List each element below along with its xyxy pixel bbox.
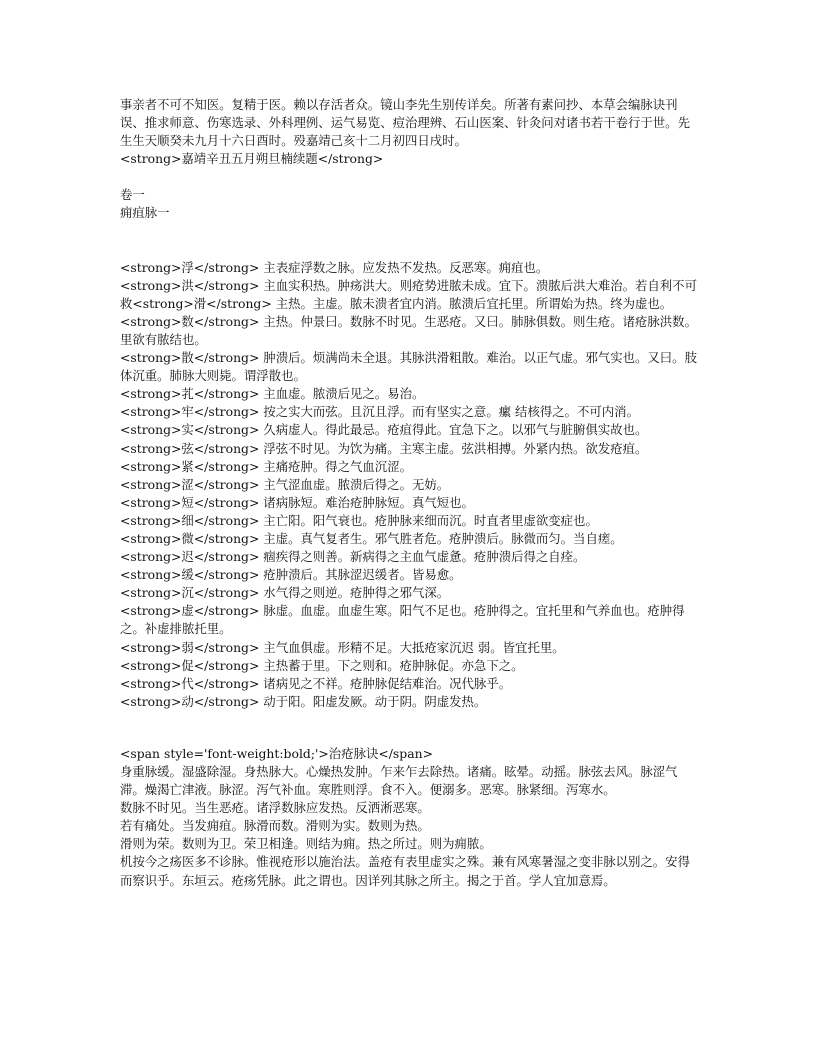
pulse-entry-ruo: <strong>弱</strong> 主气血俱虚。形精不足。大抵疮家沉迟 弱。皆宜托里。: [120, 639, 565, 655]
pulse-entry-kou: <strong>芤</strong> 主血虚。脓溃后见之。易治。: [120, 386, 425, 402]
verse-line: 机按今之疡医多不诊脉。惟视疮形以施治法。盖疮有表里虚实之殊。兼有风寒暑湿之变非脉以别之。安得而察识乎。东垣云。疮疡凭脉。此之谓也。因详列其脉之所主。揭之于首。学人宜加意焉。: [120, 854, 690, 888]
pulse-entry-san: <strong>散</strong> 肿溃后。烦满尚未全退。其脉洪滑粗散。难治。以正气虚。邪气实也。又曰。肢体沉重。肺脉大则毙。谓浮散也。: [120, 350, 697, 384]
pulse-entry-huan: <strong>缓</strong> 疮肿溃后。其脉涩迟缓者。皆易愈。: [120, 567, 462, 583]
pulse-list: [120, 259, 700, 711]
pulse-entry-dong: <strong>动</strong> 动于阳。阳虚发厥。动于阴。阴虚发热。: [120, 693, 487, 709]
preface-paragraph: 事亲者不可不知医。复精于医。赖以存活者众。镜山李先生别传详矣。所著有素问抄、本草会编脉诀刊误、推求师意、伤寒选录、外科理例、运气易览、痘治理辨、石山医案、针灸问对诸书若干卷行于世。先生生天顺癸未九月十六日酉时。殁嘉靖己亥十二月初四日戌时。: [120, 97, 690, 149]
verse-line: 若有痛处。当发痈疽。脉滑而数。滑则为实。数则为热。: [120, 818, 430, 834]
section-title: 痈疽脉一: [120, 205, 170, 221]
pulse-entry-dai: <strong>代</strong> 诸病见之不祥。疮肿脉促结难治。况代脉乎。: [120, 675, 512, 691]
preface-signature: <strong>嘉靖辛丑五月朔旦楠续题</strong>: [120, 151, 384, 167]
verse-line: 数脉不时见。当生恶疮。诸浮数脉应发热。反洒淅恶寒。: [120, 800, 430, 816]
spacer: [120, 168, 700, 186]
pulse-entry-chen: <strong>沉</strong> 水气得之则逆。疮肿得之邪气深。: [120, 585, 450, 601]
pulse-entry-hong: <strong>洪</strong> 主血实积热。肿疡洪大。则疮势进脓未成。宜下。溃脓后洪大难治。若自利不可救<strong>滑</strong> 主热。主虚。脓未溃者宜内消。脓溃后宜托里。所谓始为热。终为虚也。: [120, 277, 697, 311]
pulse-entry-shuo: <strong>数</strong> 主热。仲景曰。数脉不时见。生恶疮。又曰。肺脉俱数。则生疮。诸疮脉洪数。里欲有脓结也。: [120, 313, 697, 347]
pulse-entry-xu: <strong>虚</strong> 脉虚。血虚。血虚生寒。阳气不足也。疮肿得之。宜托里和气养血也。疮肿得之。补虚排脓托里。: [120, 603, 685, 637]
pulse-entry-fu: <strong>浮</strong> 主表症浮数之脉。应发热不发热。反恶寒。痈疽也。: [120, 259, 549, 275]
pulse-entry-se: <strong>涩</strong> 主气涩血虚。脓溃后得之。无妨。: [120, 476, 450, 492]
pulse-entry-wei: <strong>微</strong> 主虚。真气复者生。邪气胜者危。疮肿溃后。脉微而匀。当自瘥。: [120, 530, 623, 546]
verse-title: <span style='font-weight:bold;'>治疮脉诀</span>: [120, 745, 433, 761]
document-page: [120, 96, 700, 890]
pulse-entry-shi: <strong>实</strong> 久病虚人。得此最忌。疮疽得此。宜急下之。以邪气与脏腑俱实故也。: [120, 422, 648, 438]
verse-line: 滑则为荣。数则为卫。荣卫相逢。则结为痈。热之所过。则为痈脓。: [120, 836, 492, 852]
spacer: [120, 223, 700, 259]
pulse-entry-xian: <strong>弦</strong> 浮弦不时见。为饮为痛。主寒主虚。弦洪相搏。外紧内热。欲发疮疽。: [120, 440, 648, 456]
pulse-entry-chi: <strong>迟</strong> 痼疾得之则善。新病得之主血气虚惫。疮肿溃后得之自痊。: [120, 549, 586, 565]
spacer: [120, 711, 700, 745]
pulse-entry-jin: <strong>紧</strong> 主痛疮肿。得之气血沉涩。: [120, 458, 412, 474]
volume-title: 卷一: [120, 187, 145, 203]
pulse-entry-duan: <strong>短</strong> 诸病脉短。难治疮肿脉短。真气短也。: [120, 494, 474, 510]
verse-line: 身重脉缓。湿盛除湿。身热脉大。心燥热发肿。乍来乍去除热。诸痛。眩晕。动摇。脉弦去风。脉涩气滞。燥渴亡津液。脉涩。泻气补血。寒胜则浮。食不入。便溺多。恶寒。脉紧细。泻寒水。: [120, 764, 678, 798]
pulse-entry-xi: <strong>细</strong> 主亡阳。阳气衰也。疮肿脉来细而沉。时直者里虚欲变症也。: [120, 512, 598, 528]
verse-body: [120, 763, 700, 890]
pulse-entry-cu: <strong>促</strong> 主热蓄于里。下之则和。疮肿脉促。亦急下之。: [120, 657, 524, 673]
pulse-entry-lao: <strong>牢</strong> 按之实大而弦。且沉且浮。而有坚实之意。瘰 结核得之。不可内消。: [120, 404, 639, 420]
